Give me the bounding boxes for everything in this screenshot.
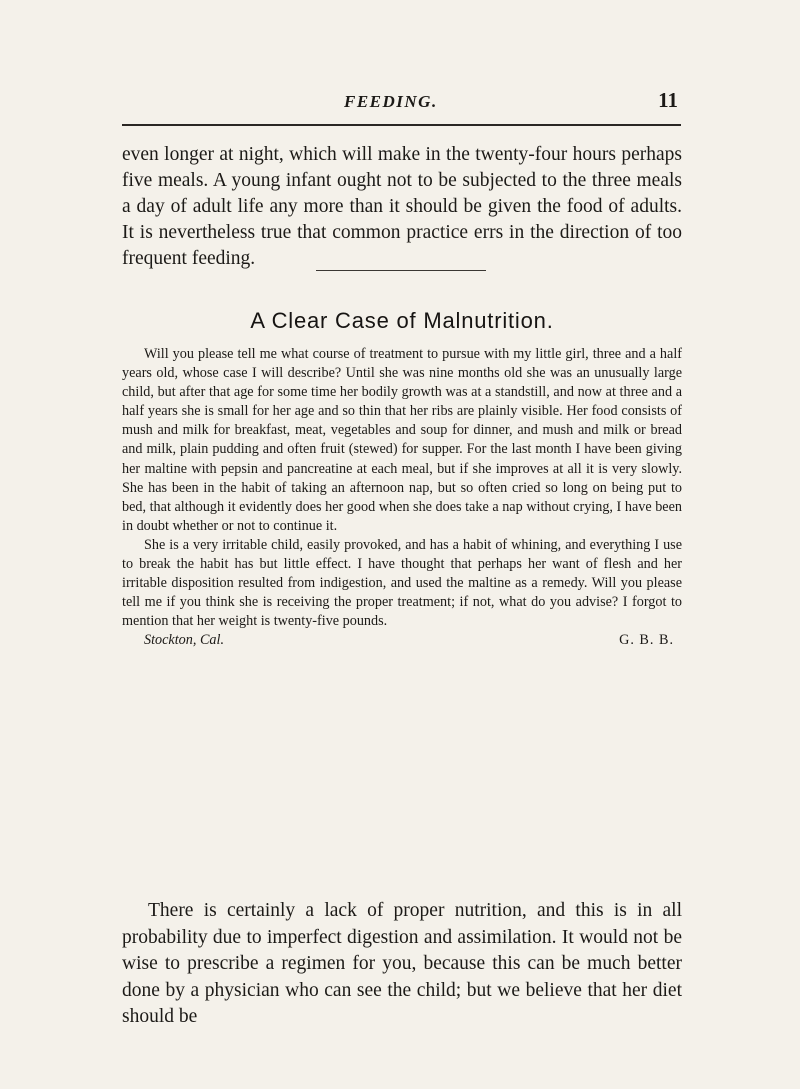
section-divider bbox=[316, 270, 486, 271]
reader-letter bbox=[122, 345, 682, 651]
section-title: A Clear Case of Malnutrition. bbox=[250, 308, 554, 333]
page-number: 11 bbox=[658, 88, 678, 112]
letter-place: Stockton, Cal. bbox=[144, 632, 224, 649]
opening-paragraph: even longer at night, which will make in the twenty-four hours perhaps five meals. A young infant ought not to be subjected to the three meals a day of adult life any more than it should be given the food of adults. It is nevertheless true that common practice errs in the direction of too frequent feeding. bbox=[122, 144, 682, 269]
letter-signoff bbox=[122, 631, 682, 651]
running-title: FEEDING. bbox=[344, 92, 438, 111]
letter-paragraph: She is a very irritable child, easily provoked, and has a habit of whining, and everything I use to break the habit has but little effect. I have thought that perhaps her want of flesh and her irritable disposition resulted from indigestion, and used the maltine as a remedy. Will you please tell me if you think she is receiving the proper treatment; if not, what do you advise? I forgot to mention that her weight is twenty-five pounds. bbox=[122, 536, 682, 630]
letter-paragraph: Will you please tell me what course of treatment to pursue with my little girl, three and a half years old, whose case I will describe? Until she was nine months old she was an unusually large child, but after that age for some time her bodily growth was at a standstill, and now at three and a half years she is small for her age and so thin that her ribs are plainly visible. Her food consists of mush and milk for breakfast, meat, vegetables and soup for dinner, and mush and milk or bread and milk, plain pudding and often fruit (stewed) for supper. For the last month I have been giving her maltine with pepsin and pancreatine at each meal, but if she improves at all it is very slowly. She has been in the habit of taking an afternoon nap, but so often cried so long on being put to bed, that although it evidently does her good when she does take a nap without crying, I have been in doubt whether or not to continue it. bbox=[122, 346, 682, 534]
header-rule bbox=[122, 124, 681, 126]
letter-initials: G. B. B. bbox=[619, 632, 674, 649]
reply-paragraph: There is certainly a lack of proper nutrition, and this is in all probability due to imperfect digestion and assimilation. It would not be wise to prescribe a regimen for you, because this can be much better done by a physician who can see the child; but we believe that her diet should be bbox=[122, 900, 682, 1028]
running-header bbox=[122, 88, 682, 118]
